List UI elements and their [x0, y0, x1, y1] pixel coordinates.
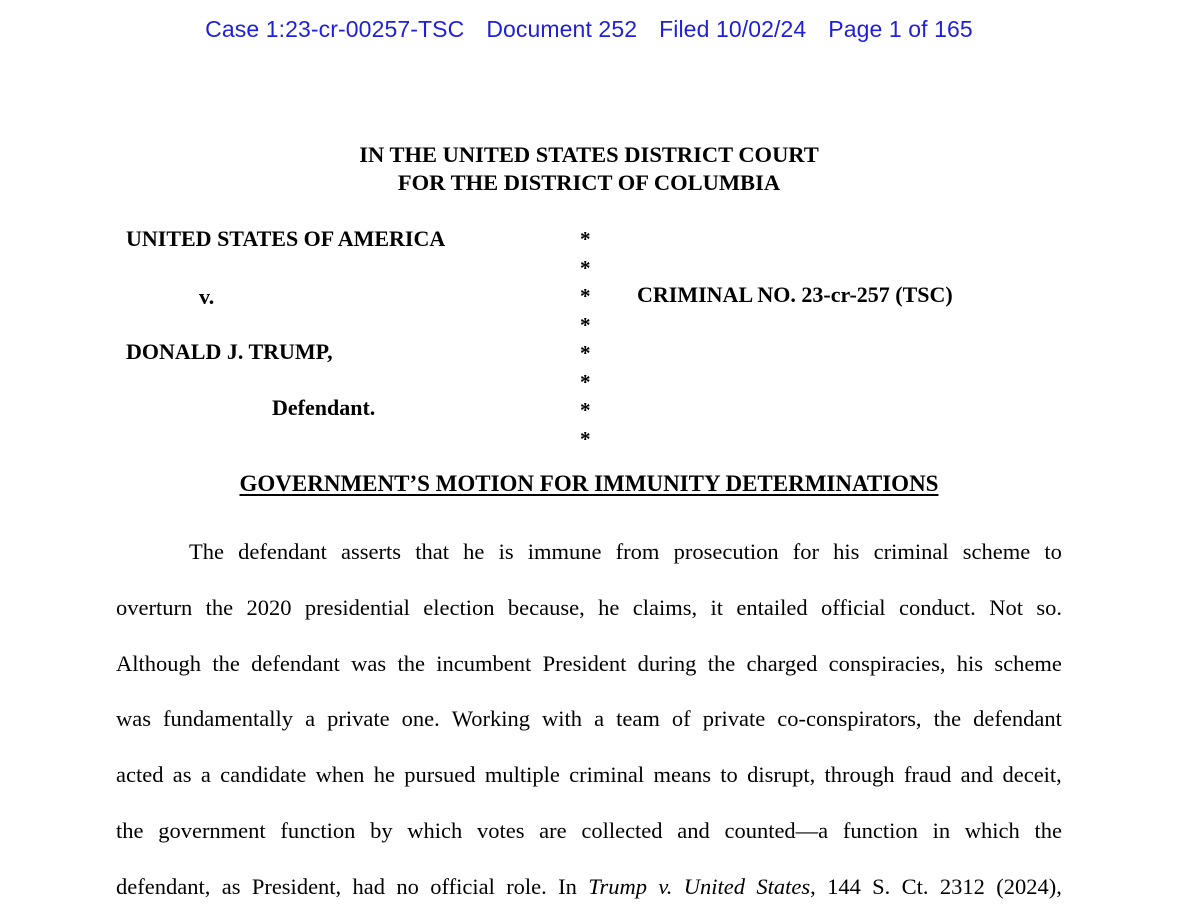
ecf-header	[0, 16, 1178, 43]
motion-title	[0, 471, 1178, 497]
body-line: acted as a candidate when he pursued multiple criminal means to disrupt, through fraud and deceit,	[116, 762, 1062, 788]
caption-star: *	[580, 312, 591, 337]
caption-defendant-label: Defendant.	[272, 395, 376, 420]
court-line-1: IN THE UNITED STATES DISTRICT COURT	[359, 142, 819, 167]
caption-star: *	[580, 341, 591, 365]
caption-star: *	[580, 369, 591, 394]
body-paragraph	[116, 524, 1062, 915]
court-line-2: FOR THE DISTRICT OF COLUMBIA	[397, 170, 781, 195]
caption-star-column	[580, 225, 591, 453]
body-line: The defendant asserts that he is immune from prosecution for his criminal scheme to	[189, 539, 1062, 564]
caption-star: *	[580, 398, 591, 422]
caption-defendant-name: DONALD J. TRUMP,	[126, 339, 333, 364]
document-number: Document 252	[486, 16, 638, 42]
body-line: Although the defendant was the incumbent President during the charged conspiracies, his scheme	[116, 650, 1062, 676]
caption-star: *	[580, 227, 591, 251]
motion-title-text: GOVERNMENT’S MOTION FOR IMMUNITY DETERMINATIONS	[239, 471, 939, 496]
caption-versus: v.	[199, 284, 215, 309]
body-line: the government function by which votes are collected and counted—a function in which the	[116, 817, 1062, 843]
case-number: Case 1:23-cr-00257-TSC	[205, 16, 465, 42]
body-line: was fundamentally a private one. Working with a team of private co-conspirators, the defendant	[116, 706, 1062, 732]
body-line-last	[116, 859, 1062, 915]
caption-star: *	[580, 426, 591, 451]
body-line-last-wrap: defendant, as President, had no official role. In Trump v. United States, 144 S. Ct. 2312 (2024),	[116, 873, 1062, 899]
page-indicator: Page 1 of 165	[828, 16, 973, 42]
body-line: overturn the 2020 presidential election because, he claims, it entailed official conduct. Not so.	[116, 594, 1062, 620]
caption-plaintiff: UNITED STATES OF AMERICA	[126, 226, 446, 251]
caption-star: *	[580, 284, 591, 308]
court-heading	[0, 141, 1178, 197]
filed-date: Filed 10/02/24	[659, 16, 807, 42]
criminal-number: CRIMINAL NO. 23-cr-257 (TSC)	[637, 282, 953, 307]
caption-star: *	[580, 255, 591, 280]
